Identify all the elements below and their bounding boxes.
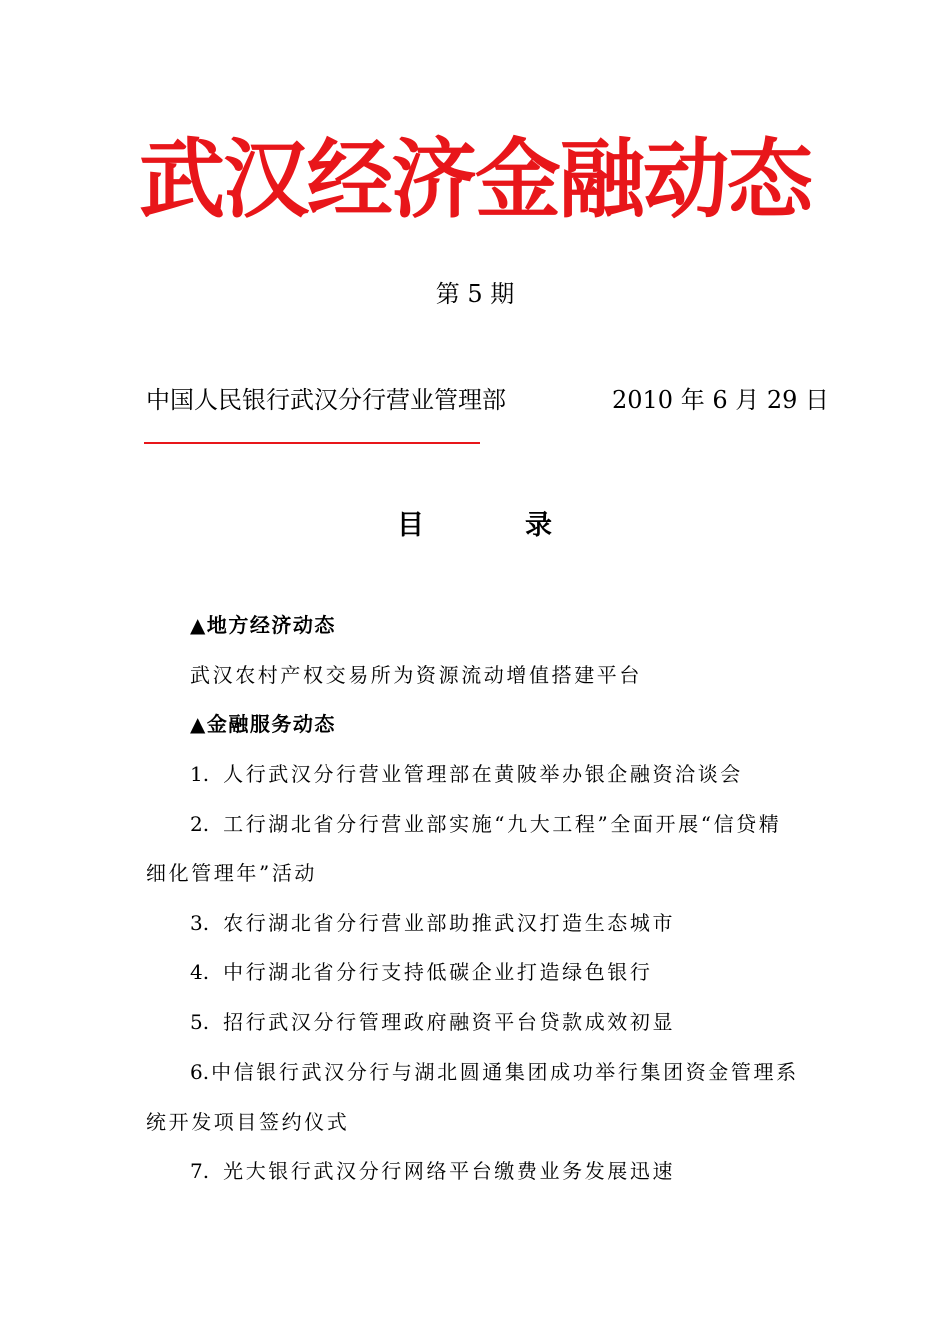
toc-section-heading: ▲地方经济动态 xyxy=(190,613,336,637)
toc-item-text: 工行湖北省分行营业部实施“九大工程”全面开展“信贷精 xyxy=(223,812,782,836)
toc-item-text: 中信银行武汉分行与湖北圆通集团成功举行集团资金管理系 xyxy=(211,1060,799,1084)
issue-number: 第 5 期 xyxy=(435,280,515,308)
toc-item xyxy=(190,1008,675,1036)
toc-item-number: 1. xyxy=(190,762,210,786)
issue-date: 2010 年 6 月 29 日 xyxy=(612,386,830,414)
toc-title-right: 录 xyxy=(525,510,552,541)
toc-item xyxy=(190,1157,675,1185)
toc-title-left: 目 xyxy=(397,510,424,541)
toc-item-text: 光大银行武汉分行网络平台缴费业务发展迅速 xyxy=(223,1159,676,1183)
toc-item-text: 招行武汉分行管理政府融资平台贷款成效初显 xyxy=(223,1010,676,1034)
toc-item xyxy=(190,1058,799,1086)
toc-item-number: 3. xyxy=(190,911,210,935)
header-divider xyxy=(144,442,480,444)
toc-item-text: 中行湖北省分行支持低碳企业打造绿色银行 xyxy=(223,960,653,984)
toc-item xyxy=(190,909,675,937)
toc-item: 武汉农村产权交易所为资源流动增值搭建平台 xyxy=(190,663,642,687)
toc-section-heading: ▲金融服务动态 xyxy=(190,712,336,736)
toc-item-number: 2. xyxy=(190,812,210,836)
toc-item-continuation: 细化管理年”活动 xyxy=(146,861,318,885)
toc-item-continuation: 统开发项目签约仪式 xyxy=(146,1110,350,1134)
issuer-name: 中国人民银行武汉分行营业管理部 xyxy=(146,386,506,414)
toc-item-number: 7. xyxy=(190,1159,210,1183)
masthead-title: 武汉经济金融动态 xyxy=(139,130,811,230)
toc-item xyxy=(190,810,781,838)
toc-item xyxy=(190,958,653,986)
toc-item-number: 5. xyxy=(190,1010,210,1034)
toc-item-number: 4. xyxy=(190,960,210,984)
toc-item-text: 人行武汉分行营业管理部在黄陂举办银企融资洽谈会 xyxy=(223,762,743,786)
toc-item-text: 农行湖北省分行营业部助推武汉打造生态城市 xyxy=(223,911,676,935)
toc-item xyxy=(190,760,743,788)
toc-item-number: 6. xyxy=(190,1060,210,1084)
